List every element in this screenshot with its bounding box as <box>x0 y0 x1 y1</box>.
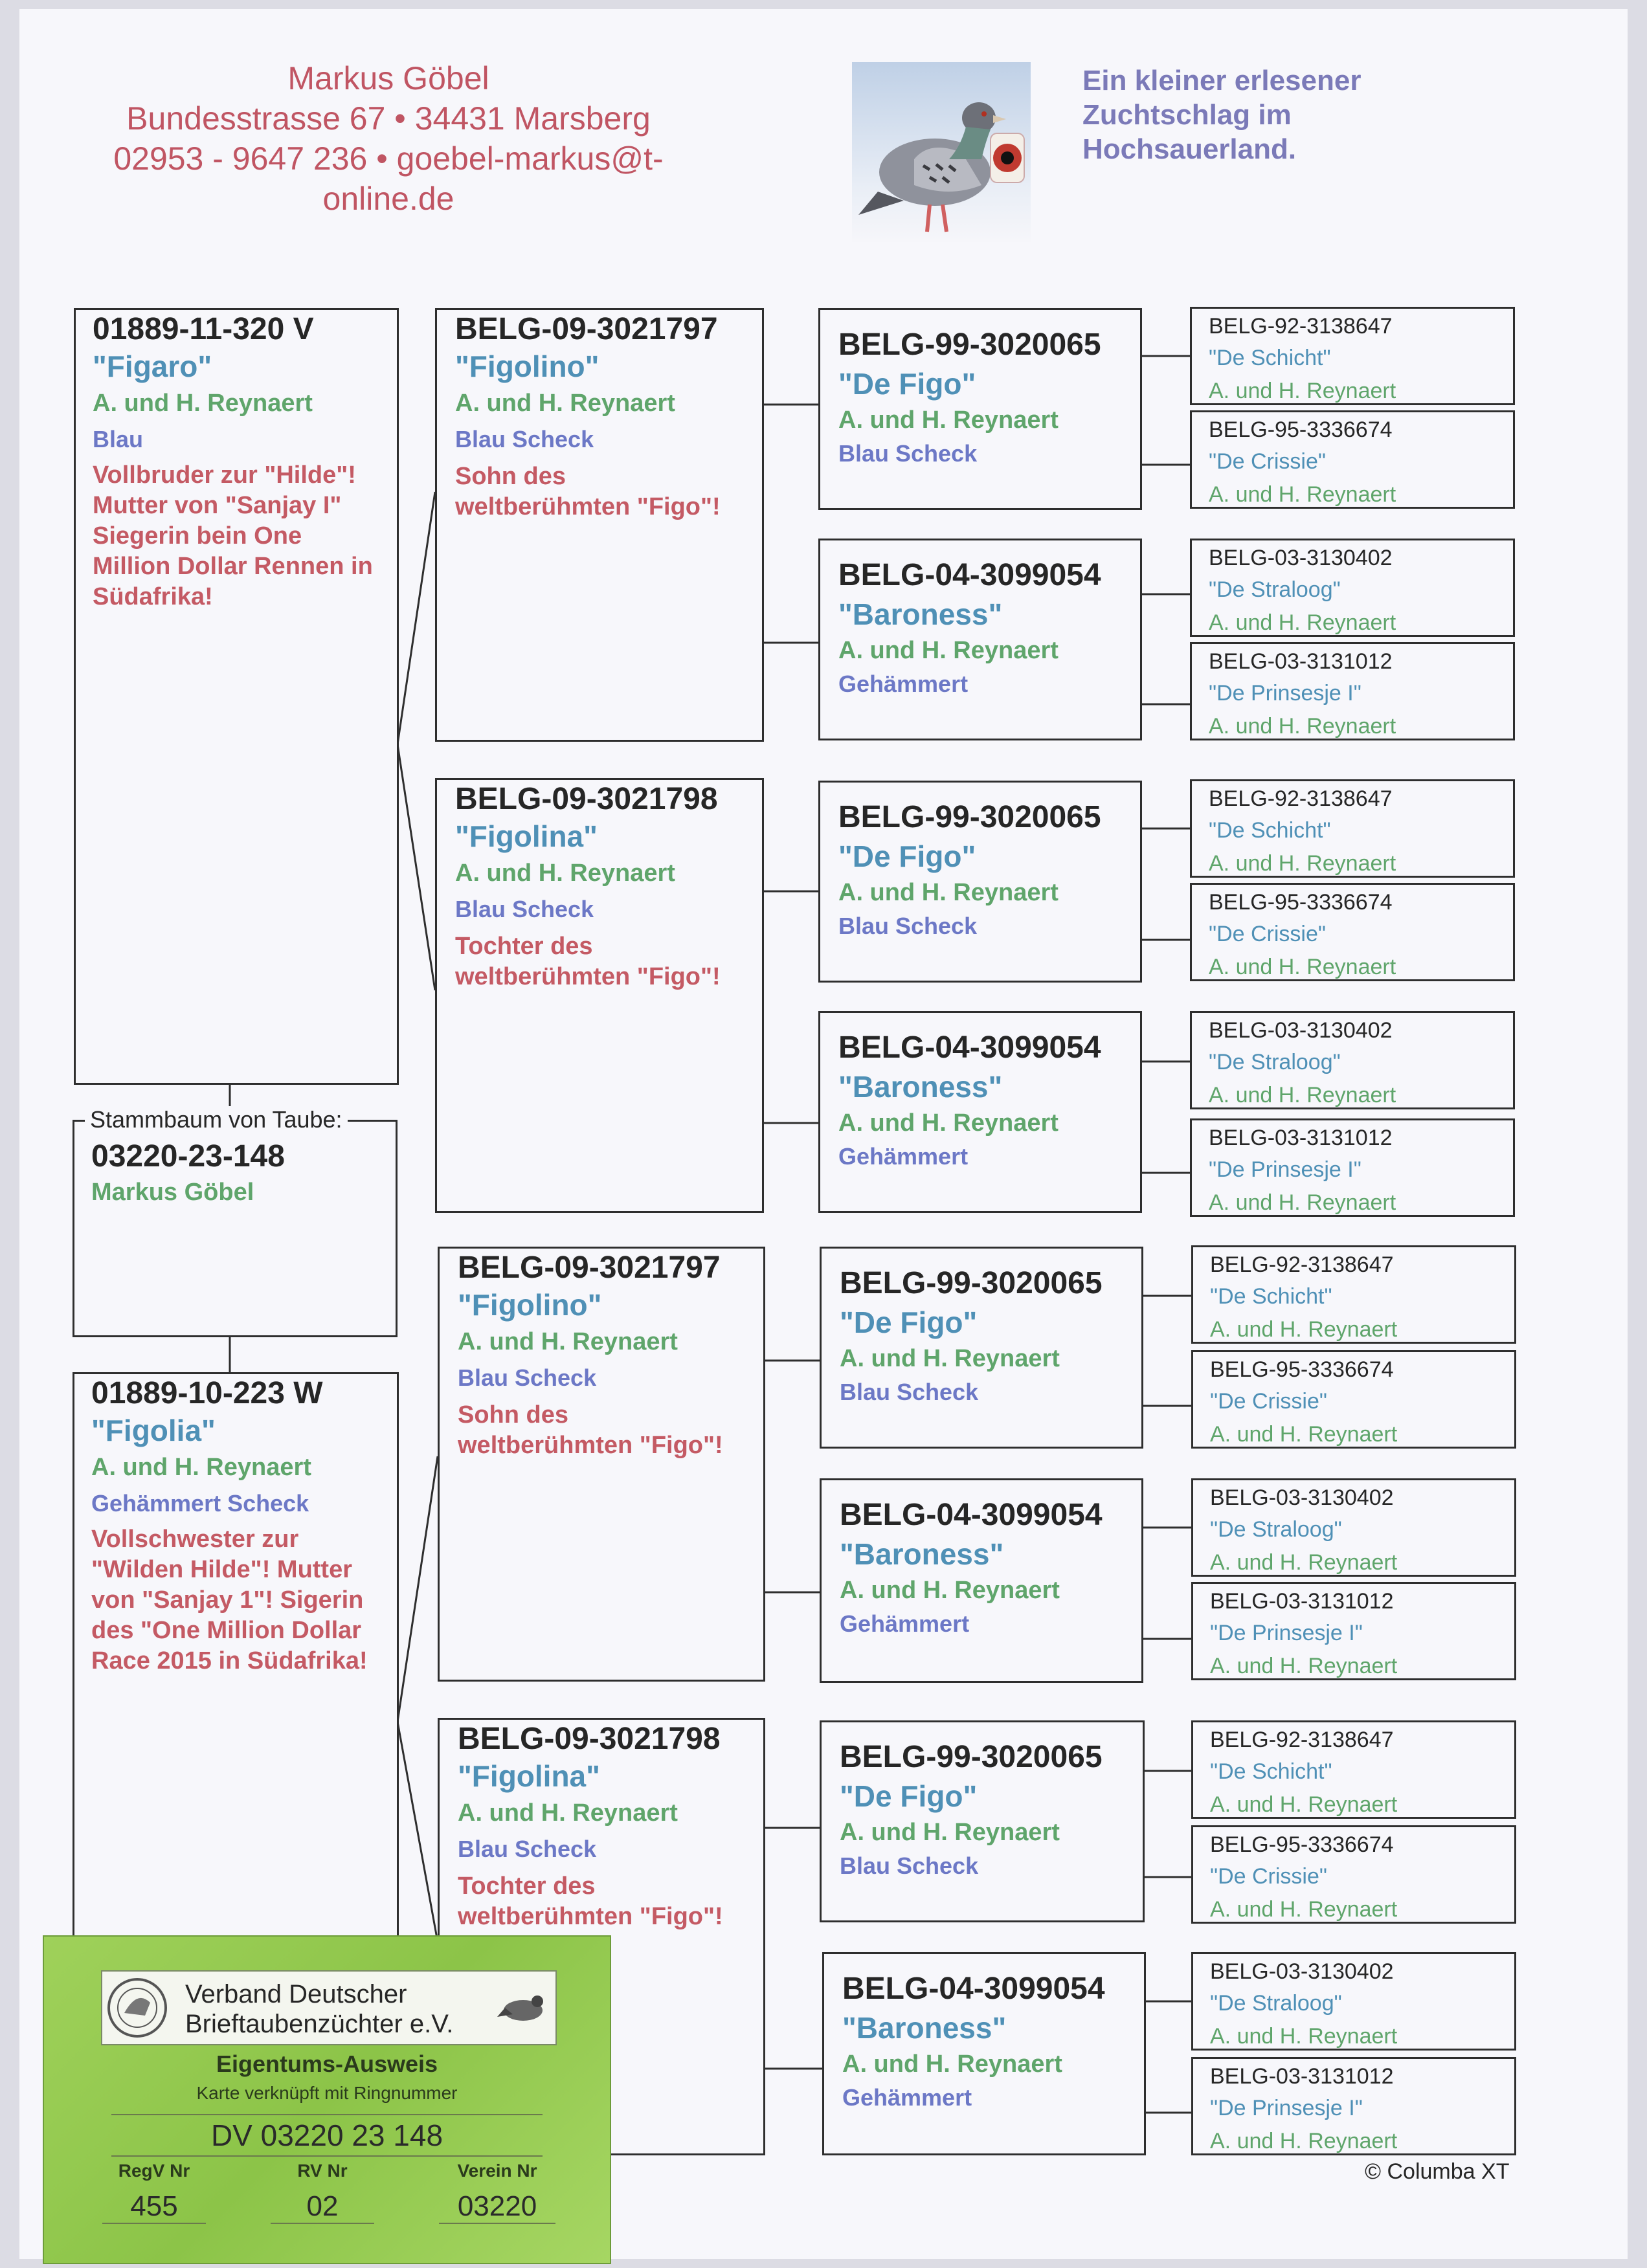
note-line: weltberühmten "Figo"! <box>458 1432 723 1459</box>
g3-ring: BELG-04-3099054 <box>838 558 1101 592</box>
card-ring-number: DV 03220 23 148 <box>111 2114 543 2157</box>
g4-breeder: A. und H. Reynaert <box>1209 1083 1396 1107</box>
g4-name: "De Schicht" <box>1209 818 1331 843</box>
g4-ring: BELG-03-3130402 <box>1209 546 1393 570</box>
g4-name: "De Schicht" <box>1210 1284 1332 1309</box>
card-org-line: Verband Deutscher <box>185 1980 407 2008</box>
g3-color: Gehämmert <box>838 671 969 697</box>
g4-ring: BELG-92-3138647 <box>1209 314 1393 339</box>
g4-breeder: A. und H. Reynaert <box>1210 1317 1398 1342</box>
g4-ring: BELG-03-3130402 <box>1209 1018 1393 1043</box>
note-line: Vollbruder zur "Hilde"! <box>93 461 356 489</box>
mother-note <box>91 1524 397 1676</box>
g3-breeder: A. und H. Reynaert <box>838 1109 1059 1137</box>
subject-box <box>73 1106 398 1337</box>
g3-name: "Baroness" <box>842 2011 1007 2045</box>
g3-color: Blau Scheck <box>838 440 978 467</box>
g3-name: "De Figo" <box>838 839 976 873</box>
g3-color: Gehämmert <box>840 1610 970 1637</box>
g4-name: "De Straloog" <box>1210 1991 1342 2016</box>
g4-name: "De Schicht" <box>1210 1759 1332 1784</box>
g4-breeder: A. und H. Reynaert <box>1209 851 1396 876</box>
g3-ring: BELG-99-3020065 <box>840 1740 1103 1774</box>
note-line: Sohn des <box>455 463 566 490</box>
g4-ring: BELG-03-3130402 <box>1210 1959 1394 1984</box>
g4-breeder: A. und H. Reynaert <box>1209 610 1396 635</box>
note-line: Südafrika! <box>93 583 213 610</box>
g4-box <box>1191 1478 1516 1577</box>
g4-box <box>1191 2057 1516 2155</box>
g4-breeder: A. und H. Reynaert <box>1210 2129 1398 2153</box>
g2-breeder: A. und H. Reynaert <box>458 1328 678 1355</box>
g4-name: "De Schicht" <box>1209 346 1331 370</box>
card-title: Eigentums-Ausweis <box>216 2051 438 2077</box>
g4-box <box>1191 1952 1516 2051</box>
card-regv-label: RegV Nr <box>118 2161 190 2181</box>
g3-ring: BELG-04-3099054 <box>838 1030 1101 1065</box>
g3-name: "Baroness" <box>838 1070 1003 1104</box>
g3-color: Gehämmert <box>842 2084 972 2111</box>
g4-name: "De Prinsesje I" <box>1210 2096 1363 2120</box>
g4-ring: BELG-92-3138647 <box>1210 1252 1394 1277</box>
g3-name: "De Figo" <box>840 1306 978 1339</box>
subject-ring: 03220-23-148 <box>91 1139 285 1173</box>
g4-ring: BELG-92-3138647 <box>1209 786 1393 811</box>
g4-breeder: A. und H. Reynaert <box>1209 955 1396 979</box>
g3-ring: BELG-99-3020065 <box>838 800 1101 834</box>
g4-name: "De Crissie" <box>1209 922 1326 946</box>
granddam-box <box>435 778 764 1213</box>
note-line: weltberühmten "Figo"! <box>458 1903 723 1930</box>
g3-box <box>820 1247 1143 1449</box>
g3-breeder: A. und H. Reynaert <box>840 1577 1060 1604</box>
g4-ring: BELG-92-3138647 <box>1210 1728 1394 1752</box>
g4-ring: BELG-95-3336674 <box>1210 1832 1394 1857</box>
note-line: Sohn des <box>458 1401 569 1429</box>
card-rv-label: RV Nr <box>297 2161 348 2181</box>
g4-ring: BELG-03-3131012 <box>1210 1589 1394 1614</box>
g4-breeder: A. und H. Reynaert <box>1210 1654 1398 1678</box>
software-credit: © Columba XT <box>1365 2159 1510 2184</box>
g2-color: Blau Scheck <box>458 1364 597 1391</box>
g4-box <box>1191 1350 1516 1449</box>
g3-ring: BELG-04-3099054 <box>840 1498 1103 1532</box>
g3-color: Blau Scheck <box>840 1852 979 1879</box>
card-org-line: Brieftaubenzüchter e.V. <box>185 2010 454 2038</box>
g3-box <box>818 1011 1142 1213</box>
g4-box <box>1190 883 1515 981</box>
note-line: weltberühmten "Figo"! <box>455 493 721 520</box>
g2-color: Blau Scheck <box>455 896 594 922</box>
g3-name: "Baroness" <box>838 597 1003 631</box>
g3-breeder: A. und H. Reynaert <box>838 879 1059 906</box>
note-line: "Wilden Hilde"! Mutter <box>91 1556 353 1583</box>
g4-ring: BELG-95-3336674 <box>1209 890 1393 915</box>
g2-name: "Figolino" <box>455 350 599 383</box>
g4-name: "De Straloog" <box>1209 1050 1341 1074</box>
g4-breeder: A. und H. Reynaert <box>1209 714 1396 739</box>
mother-color: Gehämmert Scheck <box>91 1490 309 1517</box>
g4-ring: BELG-03-3131012 <box>1210 2064 1394 2089</box>
note-line: Siegerin bein One <box>93 522 302 550</box>
g2-ring: BELG-09-3021797 <box>458 1251 721 1285</box>
g2-note <box>455 931 762 992</box>
g2-color: Blau Scheck <box>455 426 594 452</box>
g2-breeder: A. und H. Reynaert <box>458 1799 678 1827</box>
note-line: von "Sanjay 1"! Sigerin <box>91 1586 364 1614</box>
subject-legend: Stammbaum von Taube: <box>85 1106 348 1133</box>
g4-box <box>1190 307 1515 405</box>
g4-name: "De Prinsesje I" <box>1209 681 1361 706</box>
g3-box <box>822 1952 1146 2155</box>
mother-ring: 01889-10-223 W <box>91 1376 323 1410</box>
g4-name: "De Prinsesje I" <box>1209 1157 1361 1182</box>
g4-box <box>1191 1245 1516 1344</box>
g4-breeder: A. und H. Reynaert <box>1210 2024 1398 2049</box>
subject-owner: Markus Göbel <box>91 1179 254 1206</box>
breeder-name: Markus Göbel <box>287 60 489 96</box>
g4-ring: BELG-95-3336674 <box>1210 1357 1394 1382</box>
g4-box <box>1191 1720 1516 1819</box>
card-subtitle: Karte verknüpft mit Ringnummer <box>196 2083 458 2103</box>
g3-name: "De Figo" <box>840 1779 978 1813</box>
g2-ring: BELG-09-3021798 <box>458 1722 721 1756</box>
g4-ring: BELG-03-3131012 <box>1209 649 1393 674</box>
breeder-phone-email: 02953 - 9647 236 • goebel-markus@t-online.de <box>113 140 664 217</box>
g3-name: "Baroness" <box>840 1537 1004 1571</box>
g4-box <box>1191 1582 1516 1680</box>
father-box <box>74 308 399 1085</box>
g4-name: "De Prinsesje I" <box>1210 1621 1363 1645</box>
note-line: des "One Million Dollar <box>91 1617 362 1644</box>
slogan-line: Zuchtschlag im <box>1082 99 1292 131</box>
g4-name: "De Straloog" <box>1209 577 1341 602</box>
g3-breeder: A. und H. Reynaert <box>840 1819 1060 1846</box>
g3-ring: BELG-99-3020065 <box>838 328 1101 362</box>
g4-breeder: A. und H. Reynaert <box>1209 379 1396 403</box>
g4-breeder: A. und H. Reynaert <box>1210 1550 1398 1575</box>
mother-name: "Figolia" <box>91 1414 216 1447</box>
note-line: Race 2015 in Südafrika! <box>91 1647 368 1674</box>
g3-box <box>820 1478 1143 1683</box>
breeder-address: Bundesstrasse 67 • 34431 Marsberg <box>126 100 651 137</box>
g4-ring: BELG-03-3131012 <box>1209 1126 1393 1150</box>
note-line: Tochter des <box>455 933 593 960</box>
mother-breeder: A. und H. Reynaert <box>91 1454 311 1481</box>
g3-box <box>818 781 1142 983</box>
grandsire-box <box>438 1247 765 1682</box>
g4-name: "De Crissie" <box>1210 1864 1327 1889</box>
card-verein-label: Verein Nr <box>457 2161 537 2181</box>
association-seal-icon <box>106 1977 168 2039</box>
card-verein-value: 03220 <box>439 2190 555 2224</box>
g4-ring: BELG-95-3336674 <box>1209 417 1393 442</box>
g4-breeder: A. und H. Reynaert <box>1210 1422 1398 1447</box>
g3-box <box>820 1720 1145 1922</box>
note-line: Vollschwester zur <box>91 1526 299 1553</box>
g3-breeder: A. und H. Reynaert <box>838 406 1059 434</box>
slogan-line: Hochsauerland. <box>1082 133 1297 165</box>
g2-breeder: A. und H. Reynaert <box>455 390 675 417</box>
g4-breeder: A. und H. Reynaert <box>1209 482 1396 507</box>
g2-note <box>455 461 762 522</box>
card-regv-value: 455 <box>102 2190 206 2224</box>
pigeon-emblem-icon <box>497 1988 549 2027</box>
g4-box <box>1190 1118 1515 1217</box>
g3-color: Blau Scheck <box>838 913 978 939</box>
card-rv-value: 02 <box>271 2190 374 2224</box>
g2-name: "Figolino" <box>458 1288 602 1322</box>
g4-box <box>1190 410 1515 509</box>
g4-box <box>1190 779 1515 878</box>
g3-color: Gehämmert <box>838 1143 969 1170</box>
g3-breeder: A. und H. Reynaert <box>838 637 1059 664</box>
father-name: "Figaro" <box>93 350 212 383</box>
note-line: Tochter des <box>458 1873 596 1900</box>
note-line: Mutter von "Sanjay I" <box>93 492 342 519</box>
g4-ring: BELG-03-3130402 <box>1210 1485 1394 1510</box>
g3-ring: BELG-99-3020065 <box>840 1266 1103 1300</box>
g4-box <box>1190 642 1515 740</box>
grandsire-box <box>435 308 764 742</box>
g3-name: "De Figo" <box>838 367 976 401</box>
g4-box <box>1190 1011 1515 1109</box>
g4-breeder: A. und H. Reynaert <box>1209 1190 1396 1215</box>
father-ring: 01889-11-320 V <box>93 312 314 346</box>
g4-breeder: A. und H. Reynaert <box>1210 1897 1398 1922</box>
g3-ring: BELG-04-3099054 <box>842 1972 1105 2006</box>
g2-note <box>458 1400 763 1461</box>
g2-ring: BELG-09-3021797 <box>455 312 718 346</box>
g4-name: "De Crissie" <box>1209 449 1326 474</box>
g2-color: Blau Scheck <box>458 1836 597 1862</box>
g2-note <box>458 1871 763 1932</box>
g3-breeder: A. und H. Reynaert <box>840 1345 1060 1372</box>
mother-box <box>73 1372 399 1942</box>
g4-breeder: A. und H. Reynaert <box>1210 1792 1398 1817</box>
g3-color: Blau Scheck <box>840 1379 979 1405</box>
g4-name: "De Straloog" <box>1210 1517 1342 1542</box>
g2-name: "Figolina" <box>458 1759 600 1793</box>
g4-box <box>1190 539 1515 637</box>
note-line: weltberühmten "Figo"! <box>455 963 721 990</box>
card-header <box>101 1970 557 2045</box>
g3-box <box>818 308 1142 510</box>
g3-breeder: A. und H. Reynaert <box>842 2051 1062 2078</box>
g2-breeder: A. und H. Reynaert <box>455 860 675 887</box>
g2-ring: BELG-09-3021798 <box>455 782 718 816</box>
g3-box <box>818 539 1142 740</box>
g4-name: "De Crissie" <box>1210 1389 1327 1414</box>
slogan-line: Ein kleiner erlesener <box>1082 65 1361 96</box>
g4-box <box>1191 1825 1516 1924</box>
note-line: Million Dollar Rennen in <box>93 553 373 580</box>
father-breeder: A. und H. Reynaert <box>93 390 313 417</box>
g2-name: "Figolina" <box>455 819 598 853</box>
father-color: Blau <box>93 426 144 452</box>
ownership-card <box>43 1935 611 2264</box>
father-note <box>93 460 397 612</box>
